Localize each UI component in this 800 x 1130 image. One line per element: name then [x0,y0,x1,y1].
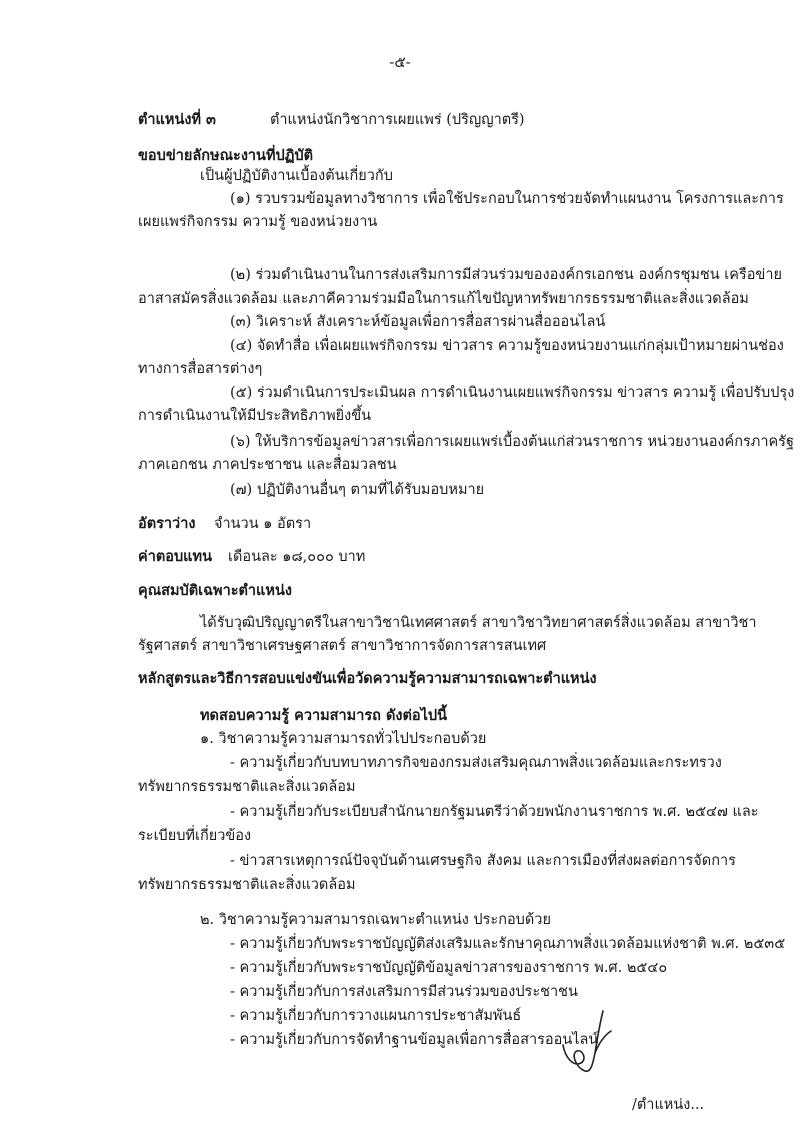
position-title: ตำแหน่งนักวิชาการเผยแพร่ (ปริญญาตรี) [270,112,525,128]
scope-item-2: (๒) ร่วมดำเนินงานในการส่งเสริมการมีส่วนร่วมขององค์กรเอกชน องค์กรชุมชน เครือข่าย [230,267,782,283]
scope-item-2-cont: อาสาสมัครสิ่งแวดล้อม และภาคีความร่วมมือในการแก้ไขปัญหาทรัพยากรธรรมชาติและสิ่งแวดล้อม [138,291,749,307]
vacancy-label: อัตราว่าง [138,515,196,532]
scope-intro: เป็นผู้ปฏิบัติงานเบื้องต้นเกี่ยวกับ [200,168,393,184]
exam-subheading: ทดสอบความรู้ ความสามารถ ดังต่อไปนี้ [200,707,447,724]
exam-general-item-3: - ข่าวสารเหตุการณ์ปัจจุบันด้านเศรษฐกิจ สังคม และการเมืองที่ส่งผลต่อการจัดการ [230,853,736,869]
qualification-line-2: รัฐศาสตร์ สาขาวิชาเศรษฐศาสตร์ สาขาวิชาการจัดการสารสนเทศ [138,638,547,654]
scope-item-4-cont: ทางการสื่อสารต่างๆ [138,361,263,377]
exam-general-item-1: - ความรู้เกี่ยวกับบทบาทภารกิจของกรมส่งเสริมคุณภาพสิ่งแวดล้อมและกระทรวง [230,755,722,771]
qualification-line-1: ได้รับวุฒิปริญญาตรีในสาขาวิชานิเทศศาสตร์ สาขาวิชาวิทยาศาสตร์สิ่งแวดล้อม สาขาวิชา [200,615,757,631]
exam-general-title: ๑. วิชาความรู้ความสามารถทั่วไปประกอบด้วย [200,731,487,747]
page-number: -๕- [389,53,411,71]
exam-specific-item-2: - ความรู้เกี่ยวกับพระราชบัญญัติข้อมูลข่าวสารของราชการ พ.ศ. ๒๕๔๐ [230,960,668,976]
scope-heading: ขอบข่ายลักษณะงานที่ปฏิบัติ [138,147,314,164]
exam-specific-title: ๒. วิชาความรู้ความสามารถเฉพาะตำแหน่ง ประกอบด้วย [200,912,551,928]
exam-specific-item-5: - ความรู้เกี่ยวกับการจัดทำฐานข้อมูลเพื่อการสื่อสารออนไลน์ [230,1032,599,1048]
vacancy-value: จำนวน ๑ อัตรา [214,516,312,532]
salary-label: ค่าตอบแทน [138,548,212,565]
exam-general-item-1-cont: ทรัพยากรธรรมชาติและสิ่งแวดล้อม [138,779,356,795]
exam-specific-item-3: - ความรู้เกี่ยวกับการส่งเสริมการมีส่วนร่วมของประชาชน [230,984,578,1000]
scope-item-6: (๖) ให้บริการข้อมูลข่าวสารเพื่อการเผยแพร่เบื้องต้นแก่ส่วนราชการ หน่วยงานองค์กรภาครัฐ [230,434,794,450]
scope-item-7: (๗) ปฏิบัติงานอื่นๆ ตามที่ได้รับมอบหมาย [230,482,485,498]
qualification-heading: คุณสมบัติเฉพาะตำแหน่ง [138,582,292,599]
exam-general-item-2-cont: ระเบียบที่เกี่ยวข้อง [138,828,252,844]
exam-heading: หลักสูตรและวิธีการสอบแข่งขันเพื่อวัดความรู้ความสามารถเฉพาะตำแหน่ง [138,670,597,687]
scope-item-4: (๔) จัดทำสื่อ เพื่อเผยแพร่กิจกรรม ข่าวสาร ความรู้ของหน่วยงานแก่กลุ่มเป้าหมายผ่านช่อง [230,338,784,354]
scope-item-5-cont: การดำเนินงานให้มีประสิทธิภาพยิ่งขึ้น [138,408,372,424]
signature-mark [555,1005,615,1075]
exam-specific-item-4: - ความรู้เกี่ยวกับการวางแผนการประชาสัมพันธ์ [230,1008,522,1024]
scope-item-3: (๓) วิเคราะห์ สังเคราะห์ข้อมูลเพื่อการสื่อสารผ่านสื่อออนไลน์ [230,314,606,330]
exam-general-item-2: - ความรู้เกี่ยวกับระเบียบสำนักนายกรัฐมนตรีว่าด้วยพนักงานราชการ พ.ศ. ๒๕๔๗ และ [230,804,759,820]
position-label: ตำแหน่งที่ ๓ [138,111,216,128]
scope-item-6-cont: ภาคเอกชน ภาคประชาชน และสื่อมวลชน [138,457,397,473]
scope-item-5: (๕) ร่วมดำเนินการประเมินผล การดำเนินงานเผยแพร่กิจกรรม ข่าวสาร ความรู้ เพื่อปรับปรุง [230,385,795,401]
salary-value: เดือนละ ๑๘,๐๐๐ บาท [228,549,366,565]
exam-specific-item-1: - ความรู้เกี่ยวกับพระราชบัญญัติส่งเสริมและรักษาคุณภาพสิ่งแวดล้อมแห่งชาติ พ.ศ. ๒๕๓๕ [230,936,786,952]
continued-marker: /ตำแหน่ง... [632,1097,705,1113]
exam-general-item-3-cont: ทรัพยากรธรรมชาติและสิ่งแวดล้อม [138,877,356,893]
scope-item-1-cont: เผยแพร่กิจกรรม ความรู้ ของหน่วยงาน [138,214,378,230]
scope-item-1: (๑) รวบรวมข้อมูลทางวิชาการ เพื่อใช้ประกอบในการช่วยจัดทำแผนงาน โครงการและการ [230,191,784,207]
